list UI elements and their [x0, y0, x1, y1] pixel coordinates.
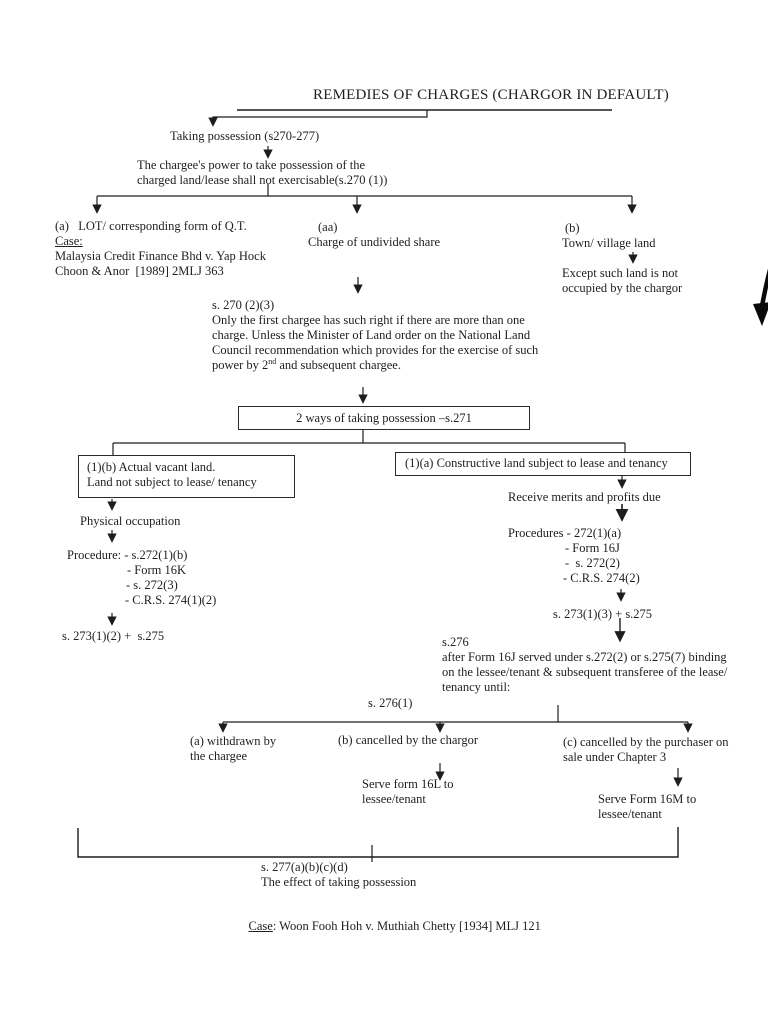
- branch-a-case-label: Case:: [55, 234, 83, 248]
- node-receive-profits: Receive merits and profits due: [508, 490, 661, 504]
- node-branch-a: (a) LOT/ corresponding form of Q.T. Case: Malaysia Credit Finance Bhd v. Yap Hock Choon & Anor [1989] 2MLJ 363: [55, 219, 266, 278]
- node-right-result: s. 273(1)(3) + s.275: [553, 607, 653, 621]
- branch-b-label: (b): [565, 221, 580, 235]
- page-title: REMEDIES OF CHARGES (CHARGOR IN DEFAULT): [313, 87, 669, 103]
- branch-a-label: (a) LOT/ corresponding form of Q.T.: [55, 219, 247, 233]
- node-serve-form-16l: Serve form 16L to lessee/tenant: [362, 777, 454, 806]
- s276-heading: s.276: [442, 635, 469, 649]
- margin-annotation-arrow: [753, 266, 768, 326]
- node-two-ways-box: 2 ways of taking possession –s.271: [238, 406, 530, 430]
- node-actual-possession-box: (1)(b) Actual vacant land. Land not subject to lease/ tenancy: [78, 455, 295, 498]
- node-branch-b-exception: Except such land is not occupied by the chargor: [562, 266, 683, 295]
- s270-heading: s. 270 (2)(3): [212, 298, 275, 312]
- node-constructive-possession-box: (1)(a) Constructive land subject to lease and tenancy: [395, 452, 691, 476]
- bottom-case-citation: Case: Woon Fooh Hoh v. Muthiah Chetty [1934] MLJ 121: [248, 919, 541, 933]
- node-serve-form-16m: Serve Form 16M to lessee/tenant: [598, 792, 697, 821]
- node-until-a: (a) withdrawn by the chargee: [190, 734, 277, 763]
- node-physical-occupation: Physical occupation: [80, 514, 181, 528]
- branch-aa-label: (aa): [318, 220, 338, 234]
- node-right-procedures: Procedures - 272(1)(a) - Form 16J - s. 272(2) - C.R.S. 274(2): [508, 526, 640, 585]
- node-s276-1: s. 276(1): [368, 696, 413, 710]
- node-branch-aa: (aa) Charge of undivided share: [308, 220, 441, 249]
- node-left-result: s. 273(1)(2) + s.275: [62, 629, 165, 643]
- node-s277-effect: s. 277(a)(b)(c)(d) The effect of taking possession: [261, 860, 417, 889]
- node-taking-possession: Taking possession (s270-277): [170, 129, 320, 143]
- node-chargee-power: The chargee's power to take possession of the charged land/lease shall not exercisable(s.270 (1)): [137, 158, 388, 187]
- node-s276-note: s.276 after Form 16J served under s.272(2) or s.275(7) binding on the lessee/tenant & subsequent transferee of the lease/ tenancy until:: [442, 635, 728, 694]
- node-until-c: (c) cancelled by the purchaser on sale under Chapter 3: [563, 735, 729, 764]
- node-left-procedure: Procedure: - s.272(1)(b) - Form 16K - s. 272(3) - C.R.S. 274(1)(2): [67, 548, 217, 607]
- bottom-case-label: Case: [248, 919, 273, 933]
- node-until-b: (b) cancelled by the chargor: [338, 733, 478, 747]
- node-branch-b: (b) Town/ village land: [562, 221, 656, 250]
- node-s270-note: s. 270 (2)(3) Only the first chargee has such right if there are more than one charge. Unless the Minister of Land order on the National Land Council recommendation which provides for the exercise of such power by 2nd and subsequent chargee.: [212, 298, 539, 372]
